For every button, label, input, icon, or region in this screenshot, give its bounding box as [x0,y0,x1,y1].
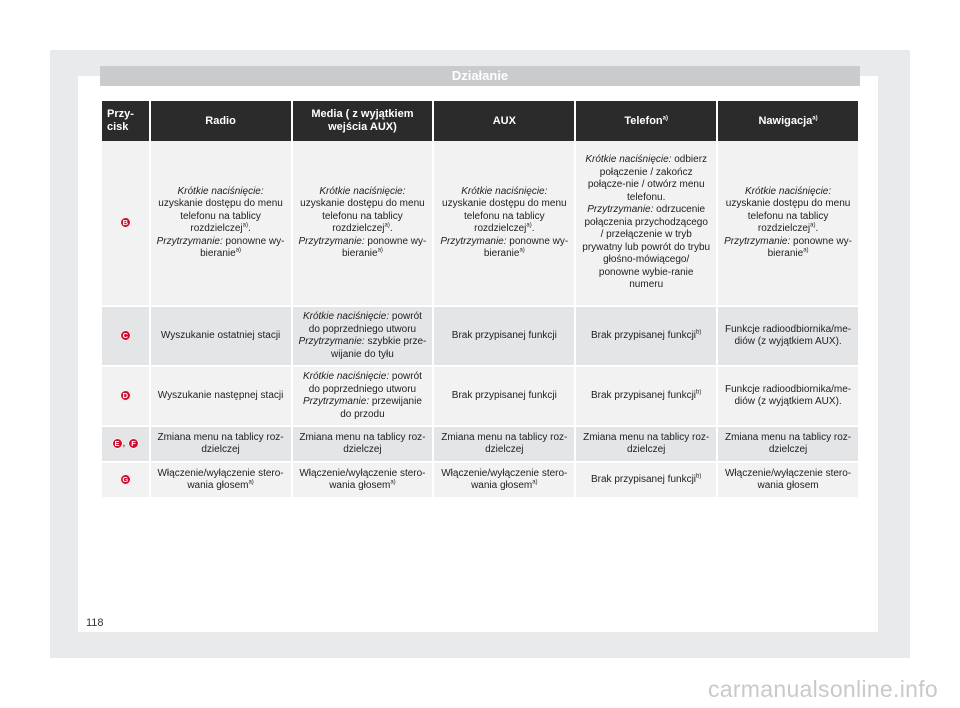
cell-label: Krótkie naciśnięcie: [177,185,264,197]
cell-text: przewijanie do przodu [340,396,422,420]
table-row [102,425,858,461]
cell-label: Krótkie naciśnięcie: [585,154,672,166]
cell-label: Krótkie naciśnięcie: [744,185,832,197]
footnote: a) [519,247,525,254]
footnote: a) [384,222,390,229]
cell-label: Krótkie naciśnięcie: [461,185,548,197]
cell-label: Krótkie naciśnięcie: [319,185,406,197]
media-cell [293,305,433,365]
media-cell [293,461,433,497]
footnote: a) [526,222,532,229]
cell-label: Przytrzymanie: [298,235,365,247]
media-cell [293,365,433,425]
button-cell [102,365,149,425]
cell-label: Przytrzymanie: [156,235,223,247]
footnote: b) [696,389,702,396]
phone-cell [576,365,716,425]
page-number: 118 [86,617,104,629]
aux-cell: Brak przypisanej funkcji [434,365,574,425]
aux-cell: Zmiana menu na tablicy roz-dzielczej [434,425,574,461]
footnote: a) [810,222,816,229]
nav-cell [718,141,858,305]
footnote: b) [696,329,702,336]
cell-label: Krótkie naciśnięcie: [302,311,390,322]
header-aux: AUX [434,101,574,141]
header-phone [576,101,716,141]
phone-cell [576,305,716,365]
table-row [102,461,858,497]
phone-cell [576,461,716,497]
cell-text: powrót do poprzedniego utworu [308,311,422,335]
button-cell [102,305,149,365]
footnote: a) [803,247,809,254]
footnote: b) [696,473,702,480]
button-separator: , [122,437,126,449]
table-row [102,305,858,365]
header-button-label: Przy-cisk [107,108,134,133]
cell-label: Przytrzymanie: [440,235,507,247]
aux-cell [434,461,574,497]
button-b-badge: B [120,217,131,228]
section-title: Działanie [100,66,860,86]
button-cell [102,461,149,497]
cell-text: ponowne wy-bieranie [483,235,569,259]
cell-text: szybkie prze-wijanie do tyłu [331,336,427,360]
cell-text: ponowne wy-bieranie [767,235,852,259]
header-phone-label: Telefon [624,114,663,127]
table-row [102,141,858,305]
cell-text: . [389,223,393,234]
header-phone-footnote: a) [662,114,668,121]
header-radio: Radio [151,101,291,141]
button-d-badge: D [120,390,131,401]
watermark: carmanualsonline.info [707,676,938,702]
phone-cell [576,141,716,305]
radio-cell [151,141,291,305]
nav-cell: Funkcje radioodbiornika/me-diów (z wyjątkiem AUX). [718,305,858,365]
radio-cell: Zmiana menu na tablicy roz-dzielczej [151,425,291,461]
controls-table [100,101,860,497]
cell-text: uzyskanie dostępu do menu telefonu na tablicy rozdzielczej [725,198,851,234]
header-nav-footnote: a) [812,114,818,121]
cell-label: Przytrzymanie: [724,235,791,247]
cell-text: uzyskanie dostępu do menu telefonu na tablicy rozdzielczej [158,198,283,234]
cell-text: Włączenie/wyłączenie stero-wania głosem [157,467,284,491]
nav-cell: Włączenie/wyłączenie stero-wania głosem [718,461,858,497]
cell-label: Przytrzymanie: [302,396,370,407]
cell-text: uzyskanie dostępu do menu telefonu na tablicy rozdzielczej [442,198,567,234]
cell-text: . [815,223,819,234]
cell-text: Brak przypisanej funkcji [590,473,697,485]
radio-cell [151,461,291,497]
cell-label: Przytrzymanie: [587,204,654,216]
header-nav-label: Nawigacja [758,114,813,127]
footnote: a) [532,479,538,486]
button-c-badge: C [120,330,131,341]
radio-cell: Wyszukanie ostatniej stacji [151,305,291,365]
aux-cell [434,141,574,305]
cell-text: ponowne wy-bieranie [200,235,285,259]
footnote: a) [377,247,383,254]
button-f-badge: F [128,438,139,449]
footnote: a) [235,247,242,254]
header-media: Media ( z wyjątkiem wejścia AUX) [293,101,433,141]
cell-text: ponowne wy-bieranie [341,235,427,259]
footnote: a) [242,222,248,229]
cell-text: uzyskanie dostępu do menu telefonu na tablicy rozdzielczej [300,198,425,234]
button-cell [102,425,149,461]
table-header-row [102,101,858,141]
button-cell [102,141,149,305]
cell-text: powrót do poprzedniego utworu [308,371,422,395]
radio-cell: Wyszukanie następnej stacji [151,365,291,425]
nav-cell: Zmiana menu na tablicy roz-dzielczej [718,425,858,461]
media-cell: Zmiana menu na tablicy roz-dzielczej [293,425,433,461]
phone-cell: Zmiana menu na tablicy roz-dzielczej [576,425,716,461]
cell-label: Krótkie naciśnięcie: [302,371,390,382]
table-row [102,365,858,425]
cell-text: Brak przypisanej funkcji [590,329,697,341]
cell-text: . [531,223,535,234]
cell-text: Brak przypisanej funkcji [590,389,697,401]
media-cell [293,141,433,305]
nav-cell: Funkcje radioodbiornika/me-diów (z wyjątkiem AUX). [718,365,858,425]
cell-text: odbierz połączenie / zakończ połącze-nie / otwórz menu telefonu. [587,154,708,203]
footnote: a) [390,479,396,486]
cell-text: Włączenie/wyłączenie stero-wania głosem [299,467,426,491]
cell-label: Przytrzymanie: [298,336,365,347]
cell-text: odrzucenie połączenia przychodzącego / przełączenie w tryb prywatny lub powrót do trybu głośno-mówiącego/ ponowne wybie-ranie numeru [582,204,711,291]
button-g-badge: G [120,474,131,485]
footnote: a) [248,479,254,486]
header-button [102,101,149,141]
cell-text: Włączenie/wyłączenie stero-wania głosem [441,467,568,491]
button-e-badge: E [112,438,123,449]
header-nav [718,101,858,141]
aux-cell: Brak przypisanej funkcji [434,305,574,365]
cell-text: . [247,223,251,234]
